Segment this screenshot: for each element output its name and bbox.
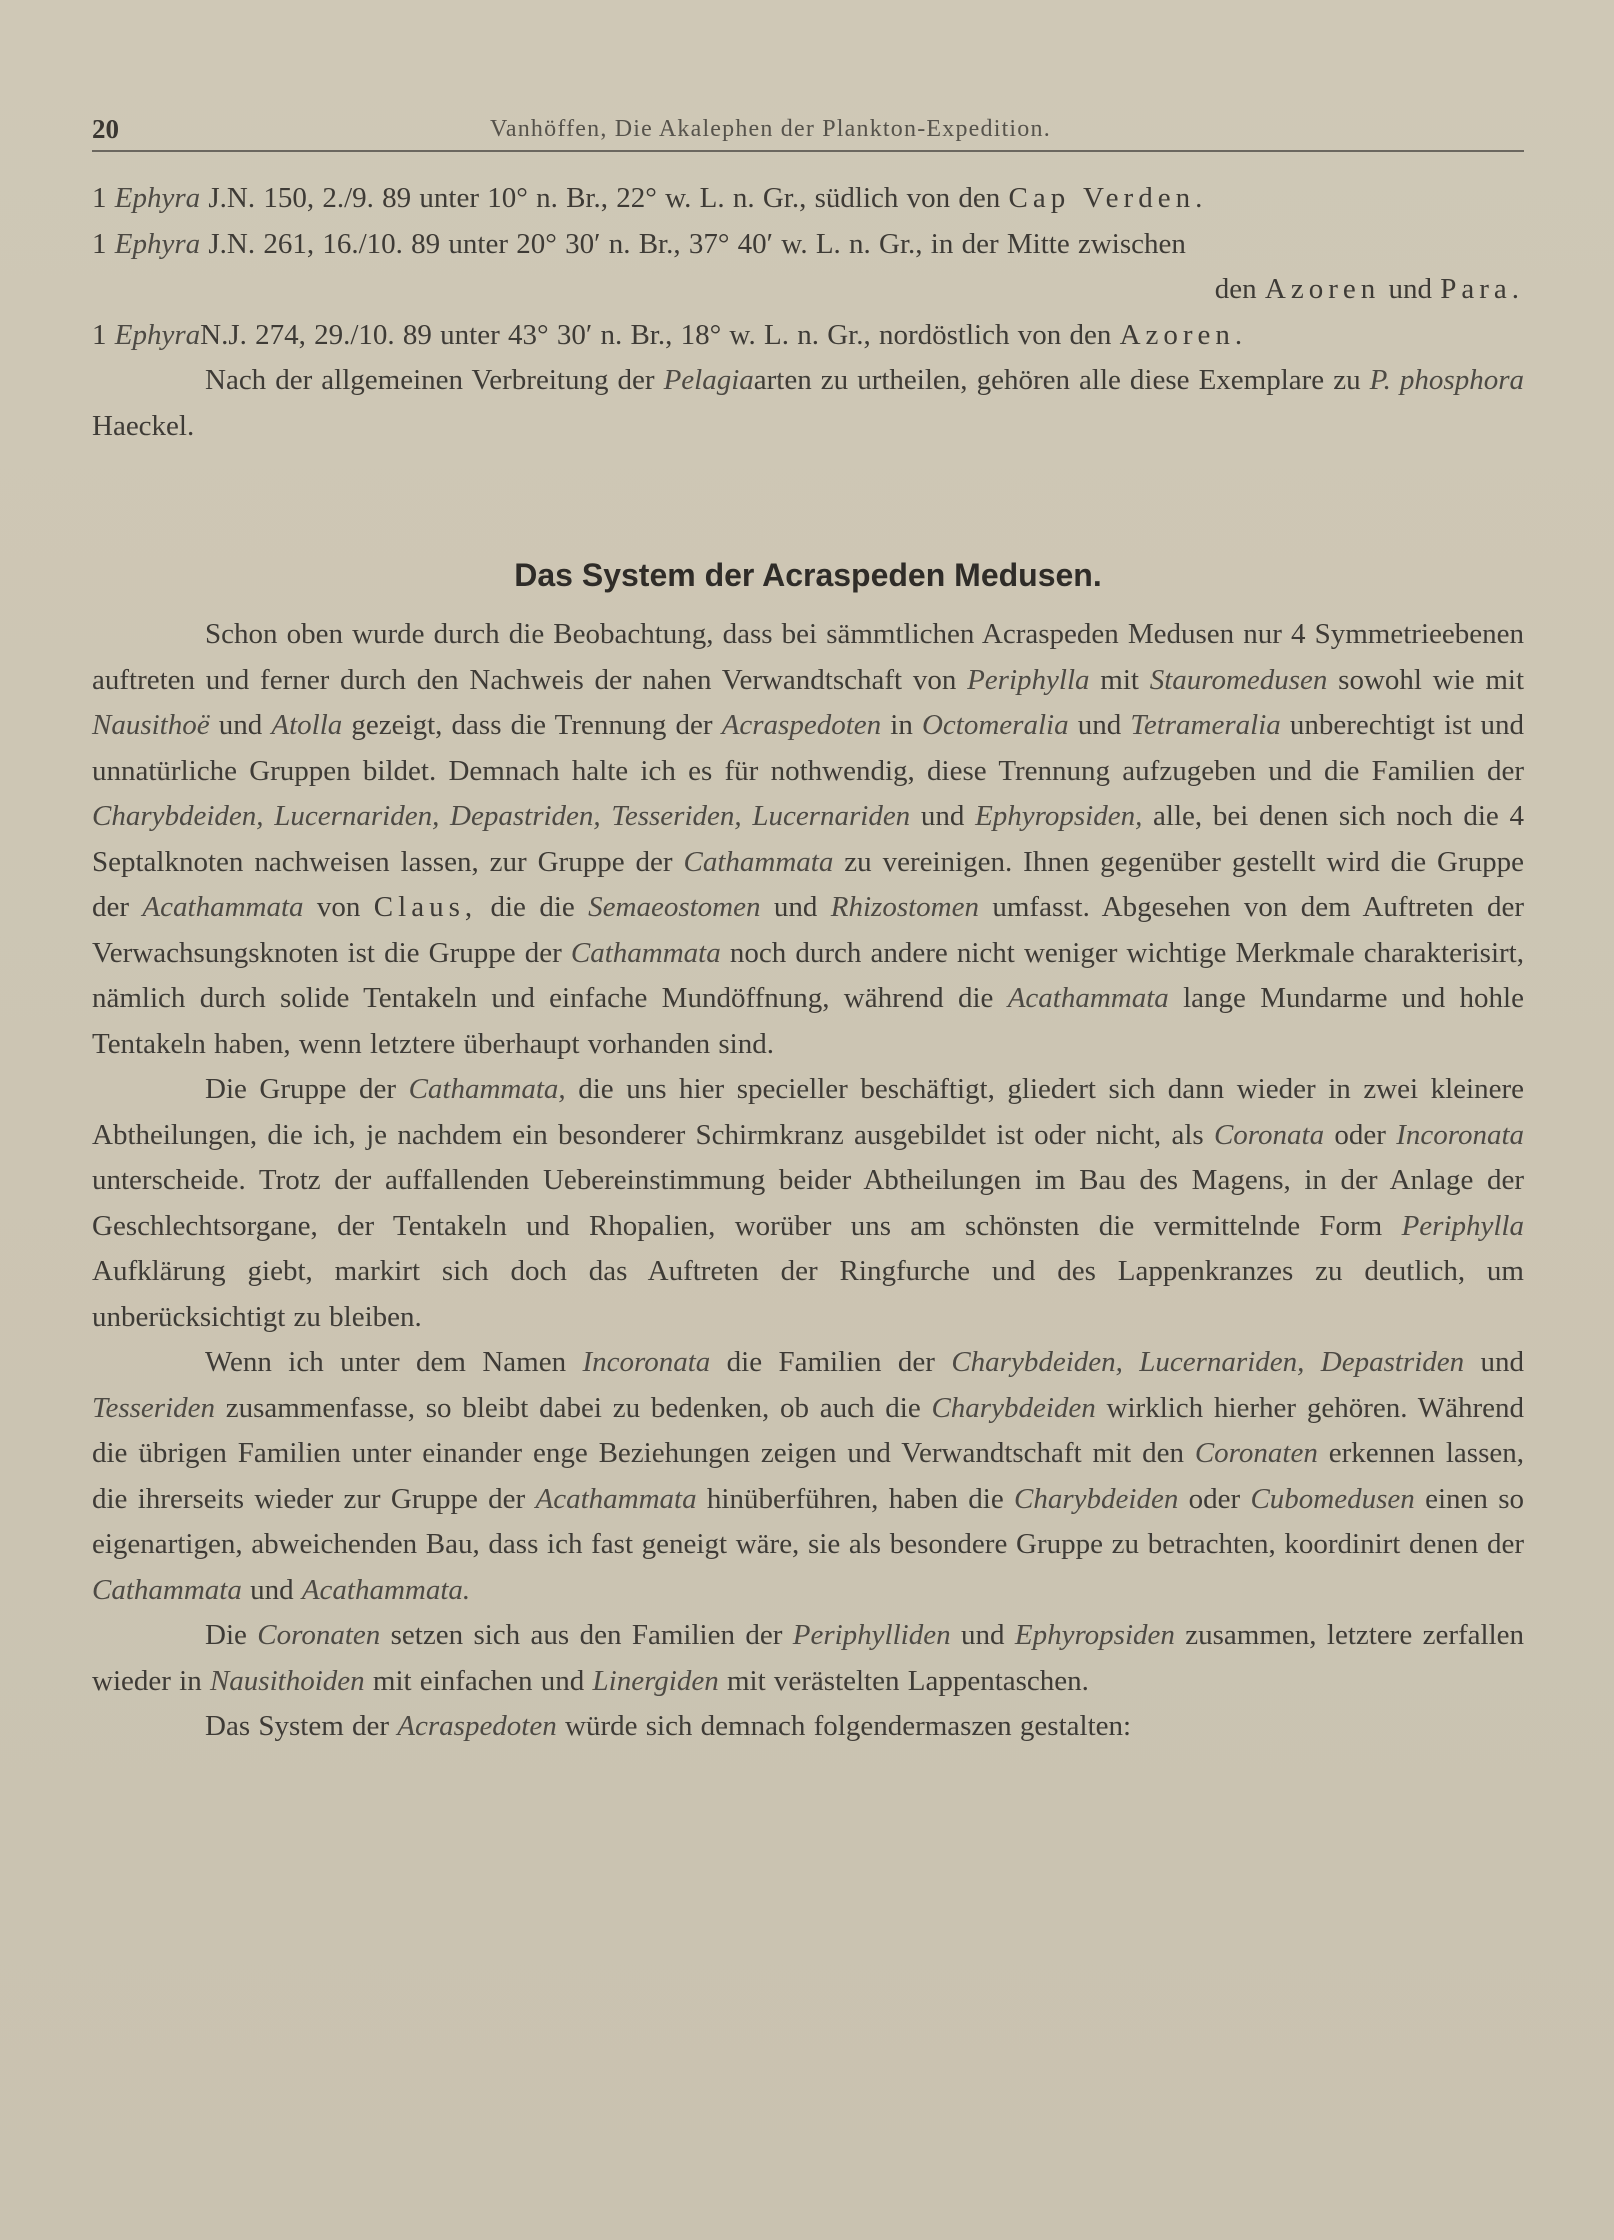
intro-paragraph: Nach der allgemeinen Verbreitung der Pelagiaarten zu urtheilen, gehören alle diese Exemplare zu P. phosphora Haeckel. bbox=[92, 364, 1524, 442]
specimen-record: 1 Ephyra J.N. 150, 2./9. 89 unter 10° n. Br., 22° w. L. n. Gr., südlich von den Cap Verden. bbox=[92, 182, 1208, 214]
specimen-records bbox=[92, 176, 1524, 358]
body-paragraph: Wenn ich unter dem Namen Incoronata die Familien der Charybdeiden, Lucernariden, Depastriden und Tesseriden zusammenfasse, so bleibt dabei zu bedenken, ob auch die Charybdeiden wirklich hierher gehören. Während die übrigen Familien unter einander enge Beziehungen zeigen und Verwandtschaft mit den Coronaten erkennen lassen, die ihrerseits wieder zur Gruppe der Acathammata hinüberführen, haben die Charybdeiden oder Cubomedusen einen so eigenartigen, abweichenden Bau, dass ich fast geneigt wäre, sie als besondere Gruppe zu betrachten, koordinirt denen der Cathammata und Acathammata. bbox=[92, 1346, 1525, 1606]
body-paragraph: Die Coronaten setzen sich aus den Familien der Periphylliden und Ephyropsiden zusammen, letztere zerfallen wieder in Nausithoiden mit einfachen und Linergiden mit verästelten Lappentaschen. bbox=[92, 1619, 1525, 1697]
locality: Azoren bbox=[1264, 273, 1381, 305]
running-header bbox=[92, 110, 1524, 152]
genus-name: Ephyra bbox=[114, 227, 201, 260]
specimen-record-continuation: den Azoren und Para. bbox=[1214, 273, 1524, 305]
running-title: Vanhöffen, Die Akalephen der Plankton-Expedition. bbox=[490, 116, 1051, 142]
page-number: 20 bbox=[92, 114, 119, 144]
body-paragraph: Das System der Acraspedoten würde sich demnach folgendermaszen gestalten: bbox=[205, 1710, 1132, 1742]
specimen-record: 1 EphyraN.J. 274, 29./10. 89 unter 43° 30′ n. Br., 18° w. L. n. Gr., nordöstlich von den Azoren. bbox=[92, 318, 1248, 351]
genus-name: Ephyra bbox=[114, 182, 201, 214]
body-paragraph: Die Gruppe der Cathammata, die uns hier specieller beschäftigt, gliedert sich dann wieder in zwei kleinere Abtheilungen, die ich, je nachdem ein besonderer Schirmkranz ausgebildet ist oder nicht, als Coronata oder Incoronata unterscheide. Trotz der auffallenden Uebereinstimmung beider Abtheilungen im Bau des Magens, in der Anlage der Geschlechtsorgane, der Tentakeln und Rhopalien, worüber uns am schönsten die vermittelnde Form Periphylla Aufklärung giebt, markirt sich doch das Auftreten der Ringfurche und des Lappenkranzes zu deutlich, um unberücksichtigt zu bleiben. bbox=[92, 1073, 1525, 1333]
specimen-record: 1 Ephyra J.N. 261, 16./10. 89 unter 20° 30′ n. Br., 37° 40′ w. L. n. Gr., in der Mitte zwischen bbox=[92, 227, 1186, 260]
genus-name: Ephyra bbox=[114, 318, 201, 351]
locality: Cap Verden. bbox=[1008, 182, 1208, 214]
locality: Para. bbox=[1440, 273, 1524, 305]
author-name: Claus, bbox=[373, 891, 478, 923]
section-title: Das System der Acraspeden Medusen. bbox=[514, 557, 1102, 593]
locality: Azoren. bbox=[1119, 318, 1248, 351]
body-paragraph: Schon oben wurde durch die Beobachtung, dass bei sämmtlichen Acraspeden Medusen nur 4 Symmetrieebenen auftreten und ferner durch den Nachweis der nahen Verwandtschaft von Periphylla mit Stauromedusen sowohl wie mit Nausithoë und Atolla gezeigt, dass die Trennung der Acraspedoten in Octomeralia und Tetrameralia unberechtigt ist und unnatürliche Gruppen bildet. Demnach halte ich es für nothwendig, diese Trennung aufzugeben und die Familien der Charybdeiden, Lucernariden, Depastriden, Tesseriden, Lucernariden und Ephyropsiden, alle, bei denen sich noch die 4 Septalknoten nachweisen lassen, zur Gruppe der Cathammata zu vereinigen. Ihnen gegenüber gestellt wird die Gruppe der Acathammata von Claus, die die Semaeostomen und Rhizostomen umfasst. Abgesehen von dem Auftreten der Verwachsungsknoten ist die Gruppe der Cathammata noch durch andere nicht weniger wichtige Merkmale charakterisirt, nämlich durch solide Tentakeln und einfache Mundöffnung, während die Acathammata lange Mundarme und hohle Tentakeln haben, wenn letztere überhaupt vorhanden sind. bbox=[92, 618, 1525, 1060]
